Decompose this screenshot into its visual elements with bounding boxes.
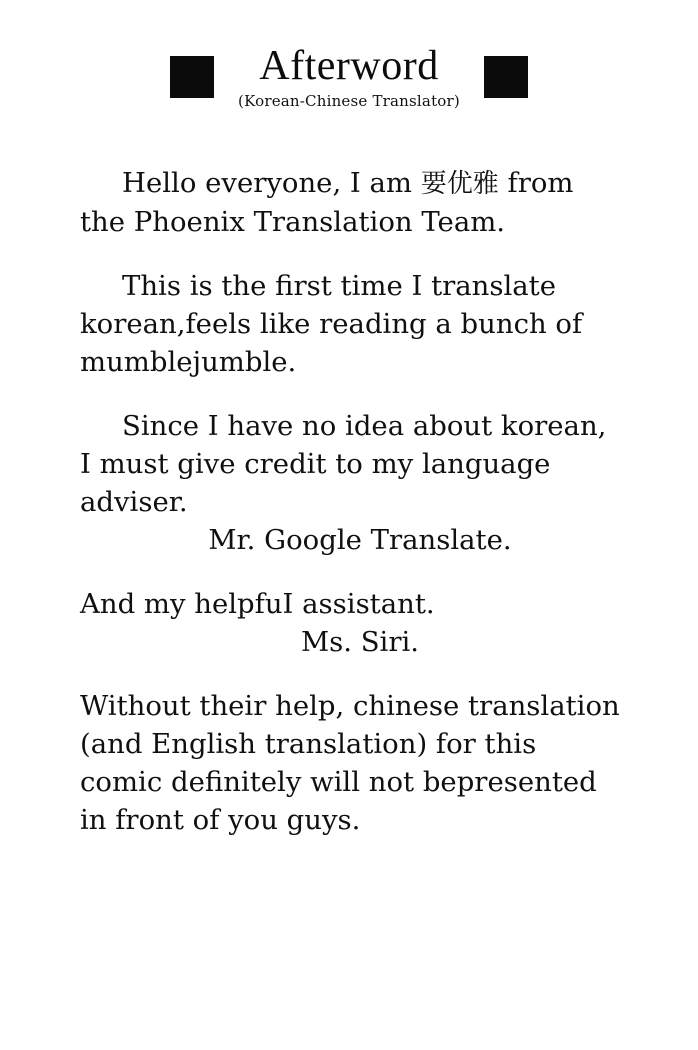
- page-title: Afterword: [259, 43, 439, 89]
- greeting-text-before: Hello everyone, I am: [122, 167, 421, 200]
- afterword-body: [0, 164, 698, 839]
- credit-line-siri: Ms. Siri.: [300, 626, 420, 659]
- credit-line-google: Mr. Google Translate.: [208, 524, 512, 557]
- title-block: [238, 44, 460, 110]
- black-square-decoration-right: [484, 56, 528, 98]
- paragraph-first-time: This is the first time I translate korean,feels like reading a bunch of mumblejumble.: [80, 270, 583, 379]
- black-square-decoration-left: [170, 56, 214, 98]
- paragraph-closing: Without their help, chinese translation (and English translation) for this comic definitely will not bepresented in front of you guys.: [80, 690, 620, 837]
- page-subtitle: (Korean-Chinese Translator): [238, 92, 460, 111]
- paragraph-greeting: [80, 164, 620, 241]
- page-header: [0, 0, 698, 110]
- greeting-cjk-name: 要优雅: [420, 169, 499, 200]
- paragraph-assistant: And my helpfuI assistant.: [80, 588, 435, 621]
- greeting-text-after: from the Phoenix Translation Team.: [80, 167, 574, 239]
- paragraph-credit: Since I have no idea about korean, I must give credit to my language adviser.: [80, 410, 607, 519]
